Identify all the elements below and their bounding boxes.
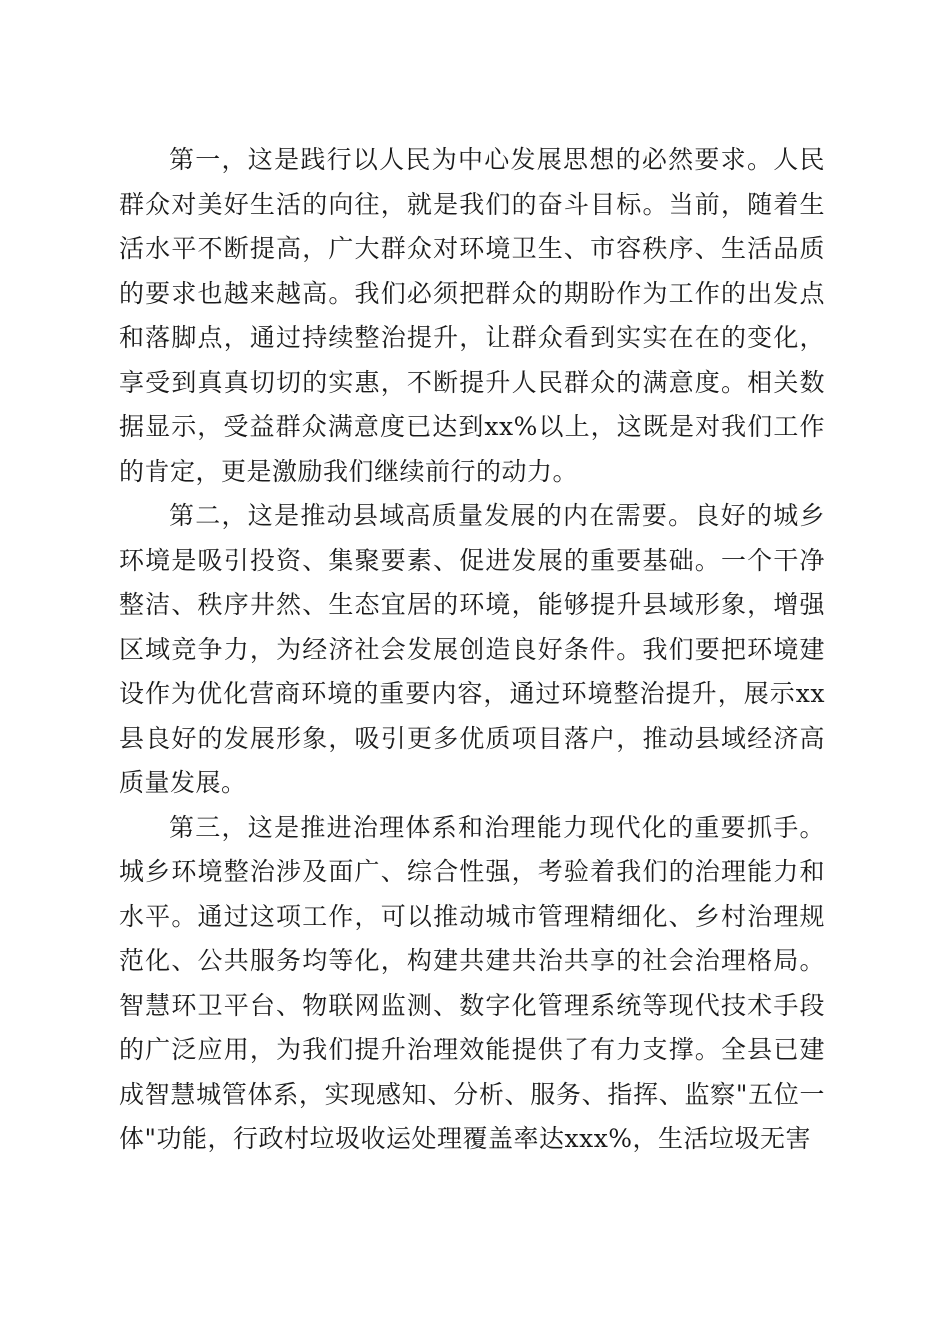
paragraph-first: 第一，这是践行以人民为中心发展思想的必然要求。人民群众对美好生活的向往，就是我们的奋斗目标。当前，随着生活水平不断提高，广大群众对环境卫生、市容秩序、生活品质的要求也越来越高。我们必须把群众的期盼作为工作的出发点和落脚点，通过持续整治提升，让群众看到实实在在的变化，享受到真真切切的实惠，不断提升人民群众的满意度。相关数据显示，受益群众满意度已达到xx%以上，这既是对我们工作的肯定，更是激励我们继续前行的动力。 bbox=[119, 145, 825, 486]
paragraph-third: 第三，这是推进治理体系和治理能力现代化的重要抓手。城乡环境整治涉及面广、综合性强，考验着我们的治理能力和水平。通过这项工作，可以推动城市管理精细化、乡村治理规范化、公共服务均等化，构建共建共治共享的社会治理格局。智慧环卫平台、物联网监测、数字化管理系统等现代技术手段的广泛应用，为我们提升治理效能提供了有力支撑。全县已建成智慧城管体系，实现感知、分析、服务、指挥、监察"五位一体"功能，行政村垃圾收运处理覆盖率达xxx%，生活垃圾无害 bbox=[119, 812, 825, 1153]
document-body bbox=[119, 138, 825, 1162]
paragraph-second: 第二，这是推动县域高质量发展的内在需要。良好的城乡环境是吸引投资、集聚要素、促进发展的重要基础。一个干净整洁、秩序井然、生态宜居的环境，能够提升县域形象，增强区域竞争力，为经济社会发展创造良好条件。我们要把环境建设作为优化营商环境的重要内容，通过环境整治提升，展示xx县良好的发展形象，吸引更多优质项目落户，推动县域经济高质量发展。 bbox=[119, 501, 825, 797]
